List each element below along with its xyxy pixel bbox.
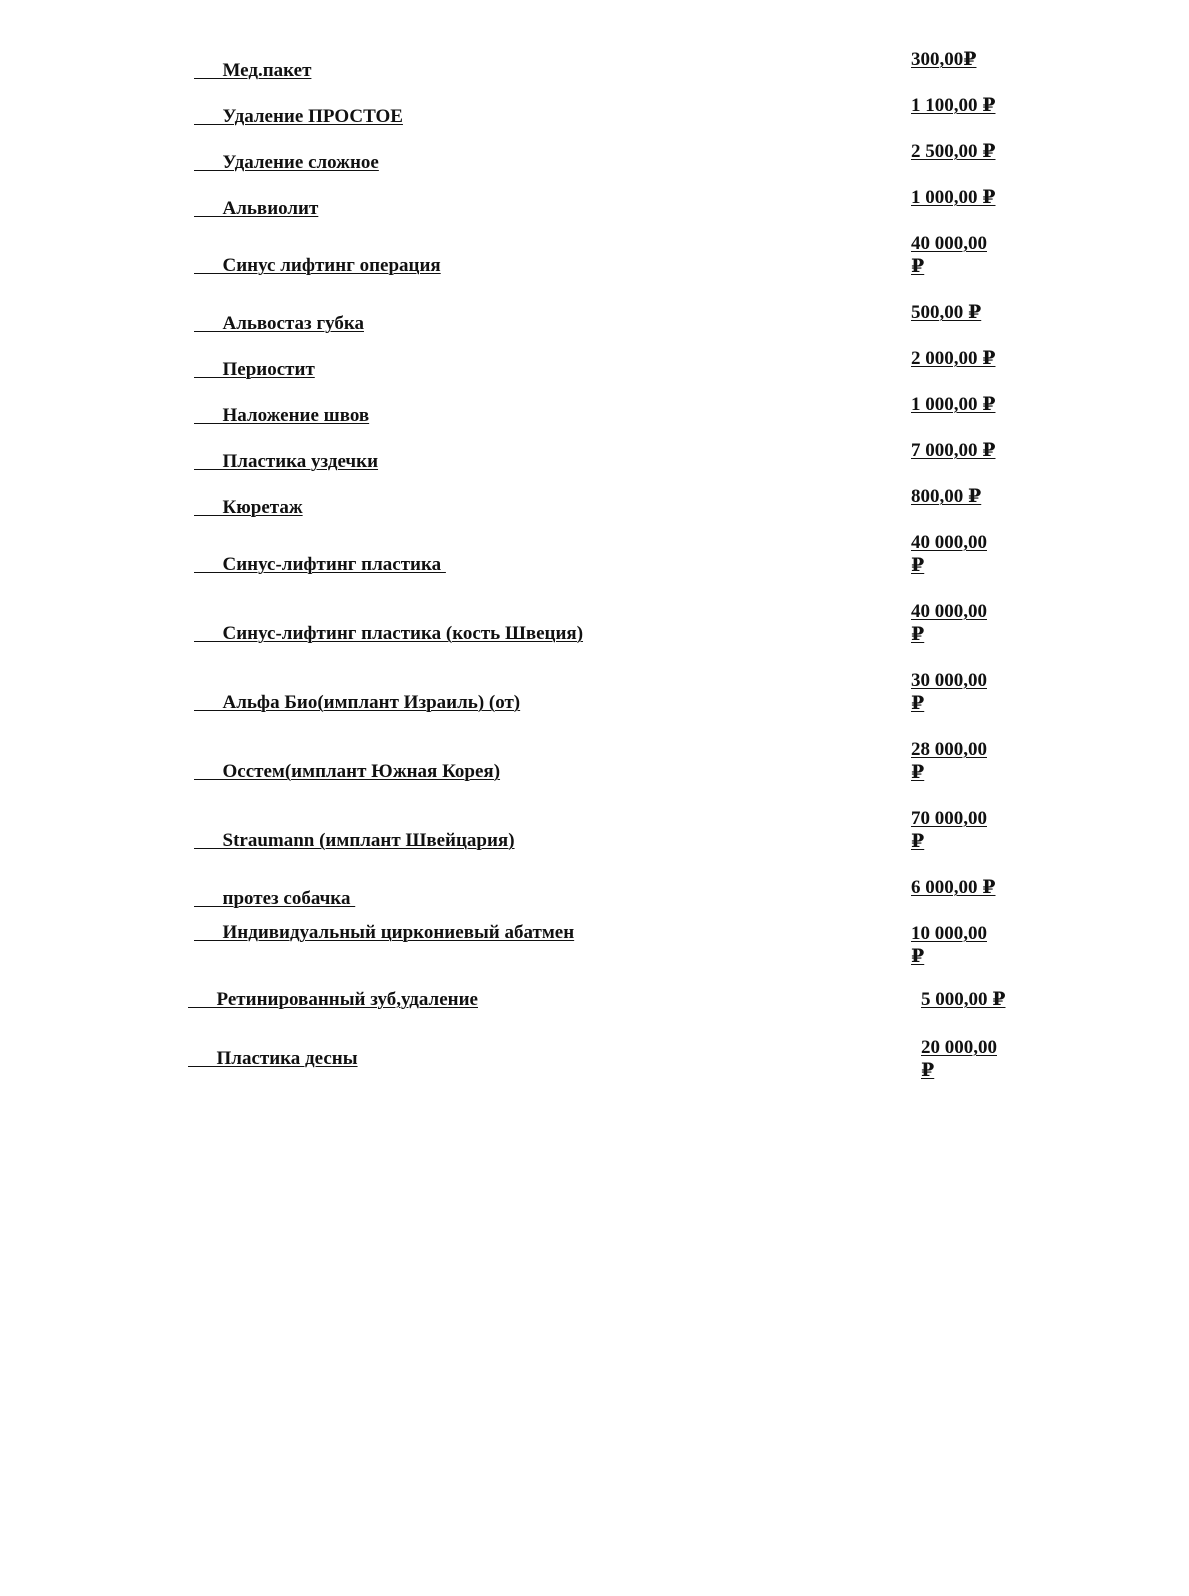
service-price: 2 500,00 ₽ bbox=[911, 141, 996, 162]
service-price: 1 000,00 ₽ bbox=[911, 187, 996, 208]
service-name: Индивидуальный циркониевый абатмен bbox=[194, 922, 575, 943]
service-price: 7 000,00 ₽ bbox=[911, 440, 996, 461]
service-name: Straumann (имплант Швейцария) bbox=[194, 830, 515, 851]
service-name: Синус лифтинг операция bbox=[194, 255, 441, 276]
service-name: Наложение швов bbox=[194, 405, 370, 426]
service-name: Альвиолит bbox=[194, 198, 319, 219]
service-name: Синус-лифтинг пластика bbox=[194, 554, 446, 575]
service-name: Ретинированный зуб,удаление bbox=[188, 989, 478, 1010]
service-price: 40 000,00 ₽ bbox=[911, 233, 987, 277]
service-name: Альфа Био(имплант Израиль) (от) bbox=[194, 692, 521, 713]
service-price: 6 000,00 ₽ bbox=[911, 877, 996, 898]
service-price: 5 000,00 ₽ bbox=[921, 989, 1006, 1010]
service-price: 40 000,00 ₽ bbox=[911, 601, 987, 645]
service-price: 20 000,00 ₽ bbox=[921, 1037, 997, 1081]
service-price: 1 000,00 ₽ bbox=[911, 394, 996, 415]
service-name: Осстем(имплант Южная Корея) bbox=[194, 761, 501, 782]
service-price: 300,00₽ bbox=[911, 49, 977, 70]
service-price: 40 000,00 ₽ bbox=[911, 532, 987, 576]
service-price: 500,00 ₽ bbox=[911, 302, 982, 323]
service-name: Периостит bbox=[194, 359, 315, 380]
service-price: 800,00 ₽ bbox=[911, 486, 982, 507]
service-price: 28 000,00 ₽ bbox=[911, 739, 987, 783]
service-price: 70 000,00 ₽ bbox=[911, 808, 987, 852]
service-name: Пластика десны bbox=[188, 1048, 358, 1069]
service-name: Кюретаж bbox=[194, 497, 303, 518]
service-name: Удаление ПРОСТОЕ bbox=[194, 106, 403, 127]
service-name: Удаление сложное bbox=[194, 152, 379, 173]
service-name: Пластика уздечки bbox=[194, 451, 379, 472]
service-price: 30 000,00 ₽ bbox=[911, 670, 987, 714]
service-price: 1 100,00 ₽ bbox=[911, 95, 996, 116]
service-name: Мед.пакет bbox=[194, 60, 312, 81]
service-price: 2 000,00 ₽ bbox=[911, 348, 996, 369]
service-name: Синус-лифтинг пластика (кость Швеция) bbox=[194, 623, 584, 644]
service-price: 10 000,00 ₽ bbox=[911, 923, 987, 967]
service-name: протез собачка bbox=[194, 888, 356, 909]
service-name: Альвостаз губка bbox=[194, 313, 364, 334]
